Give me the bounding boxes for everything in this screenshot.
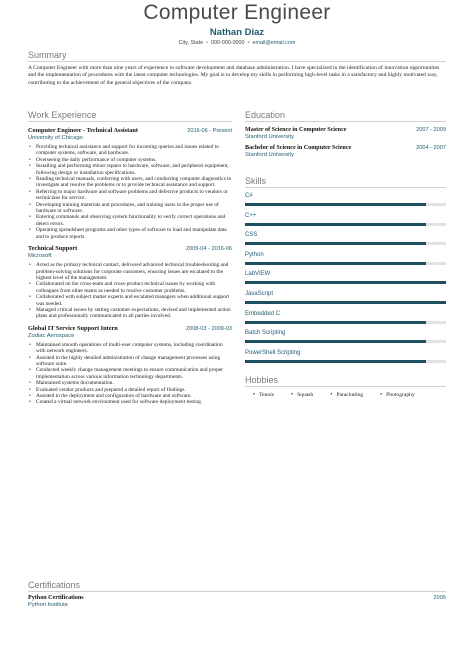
bullet-text: Entering commands and observing system functionality to verify correct operations and detect errors.: [36, 214, 226, 227]
right-column: [245, 110, 446, 398]
skill-bar-track: [245, 340, 446, 343]
bullet-text: Assisted in the highly detailed administration of change management processes using software suite.: [36, 354, 221, 367]
skill-bar-track: [245, 203, 446, 206]
job-header: [28, 325, 232, 332]
skills-heading: Skills: [245, 176, 446, 188]
resume-header: [0, 0, 474, 46]
job-bullet: [28, 214, 232, 227]
job-date: 2016-06 - Present: [187, 128, 232, 134]
job-bullet: [28, 262, 232, 281]
skill-name: PowerShell Scripting: [245, 349, 301, 356]
bullet-icon: •: [29, 294, 31, 301]
job-entry: [28, 245, 232, 320]
education-header: [245, 127, 446, 133]
job-list: [28, 127, 232, 406]
hobby-item: [330, 392, 363, 398]
degree-title: Bachelor of Science in Computer Science: [245, 145, 352, 151]
separator: •: [247, 40, 250, 46]
email-link[interactable]: email@email.com: [252, 40, 296, 46]
hobby-label: Parachuting: [336, 392, 364, 399]
job-bullet-list: [28, 144, 232, 240]
education-date: 2004 - 2007: [416, 145, 446, 151]
work-experience-heading: Work Experience: [28, 110, 232, 122]
job-entry: [28, 325, 232, 406]
skill-bar-fill: [245, 340, 426, 343]
hobby-item: [253, 392, 274, 398]
bullet-text: Installing and performing minor repairs to hardware, software, and peripheral equipment, following design or installation specifications.: [36, 163, 229, 176]
education-entry: [245, 145, 446, 158]
skill-item: [245, 290, 446, 306]
location-text: City, State: [178, 40, 204, 46]
skill-bar-track: [245, 242, 446, 245]
job-bullet: [28, 281, 232, 294]
skill-list: [245, 192, 446, 364]
hobby-label: Tennis: [259, 392, 274, 399]
bullet-icon: •: [29, 262, 31, 269]
skill-item: [245, 212, 446, 228]
skill-bar-fill: [245, 223, 426, 226]
skill-name: JavaScript: [245, 290, 274, 297]
job-date: 2008-03 - 2009-03: [185, 325, 232, 332]
skill-bar-track: [245, 223, 446, 226]
job-header: [28, 127, 232, 134]
bullet-text: Providing technical assistance and support for incoming queries and issues related to computer systems, software, and hardware.: [36, 144, 219, 157]
bullet-icon: •: [29, 156, 31, 163]
skill-item: [245, 329, 446, 345]
bullet-icon: •: [29, 227, 31, 234]
bullet-icon: •: [29, 380, 31, 387]
certification-issuer: Python Institute: [28, 602, 68, 608]
phone-text: 000-000-0000: [210, 40, 245, 46]
certification-title: Python Certifications: [28, 595, 84, 601]
work-experience-section: [28, 110, 232, 406]
bullet-text: Acted as the primary technical contact, delivered advanced technical troubleshooting and problem-solving solutions for corporate customers, ensuring issues are escalated to the highest level of the management.: [36, 262, 229, 281]
summary-heading: Summary: [28, 50, 446, 62]
skill-name: C++: [245, 212, 257, 219]
bullet-icon: •: [29, 201, 31, 208]
skill-bar-track: [245, 321, 446, 324]
bullet-icon: •: [380, 392, 383, 399]
certifications-section: [28, 580, 446, 608]
bullet-icon: •: [29, 144, 31, 150]
skill-item: [245, 270, 446, 286]
education-list: [245, 127, 446, 158]
skill-bar-track: [245, 262, 446, 265]
hobby-label: Squash: [297, 392, 314, 399]
education-date: 2007 - 2009: [416, 127, 446, 133]
skill-bar-track: [245, 360, 446, 363]
job-bullet: [28, 342, 232, 355]
job-title: Global IT Service Support Intern: [28, 324, 118, 332]
summary-text: A Computer Engineer with more than nine years of experience in software development and database administration. I have specialized in the identification of innovation opportunities and the implementation of procedures with the latest computer technologies. My goal is to develop my skills in performing high-level tasks in a satisfactory and highly motivated way, contributing to the achievement of the general objectives of the company.: [28, 65, 440, 86]
education-heading: Education: [245, 110, 446, 122]
job-entry: [28, 127, 232, 240]
job-bullet: [28, 202, 232, 215]
skill-bar-fill: [245, 242, 426, 245]
person-name: Nathan Diaz: [209, 27, 265, 38]
skill-name: C#: [245, 193, 253, 199]
job-bullet: [28, 163, 232, 176]
bullet-text: Collaborated with subject matter experts and escalated managers when additional support was needed.: [36, 294, 230, 307]
bullet-icon: •: [29, 176, 31, 183]
bullet-text: Reading technical manuals, conferring with users, and conducting computer diagnostics to investigate and resolve the problems or to provide technical assistance and support.: [36, 176, 232, 189]
skills-section: [245, 176, 446, 364]
skill-item: [245, 310, 446, 326]
bullet-icon: •: [29, 399, 31, 406]
job-bullet: [28, 367, 232, 380]
bullet-icon: •: [29, 188, 31, 195]
certification-header: [28, 595, 446, 601]
bullet-icon: •: [290, 392, 294, 399]
job-bullet: [28, 227, 232, 240]
hobbies-section: [245, 375, 446, 398]
skill-bar-fill: [245, 203, 426, 206]
certification-date: 2005: [433, 595, 446, 601]
bullet-icon: •: [29, 163, 31, 170]
education-entry: [245, 127, 446, 140]
skill-item: [245, 251, 446, 267]
job-bullet: [28, 307, 232, 320]
hobbies-heading: Hobbies: [245, 375, 446, 387]
bullet-icon: •: [253, 392, 256, 399]
bullet-icon: •: [29, 281, 31, 288]
job-date: 2009-04 - 2016-06: [185, 246, 232, 253]
bullet-text: Evaluated vendor products and prepared a detailed report of findings.: [36, 386, 186, 393]
bullet-icon: •: [29, 214, 31, 221]
bullet-icon: •: [29, 386, 31, 393]
certification-list: [28, 595, 446, 608]
job-organization: Zodiac Aerospace: [28, 332, 75, 339]
skill-bar-fill: [245, 301, 446, 304]
contact-line: [0, 40, 474, 46]
job-title: Computer Engineer - Technical Assistant: [28, 127, 138, 134]
skill-bar-track: [245, 281, 446, 284]
bullet-icon: •: [29, 367, 31, 374]
job-bullet: [28, 294, 232, 307]
separator: •: [206, 40, 208, 46]
bullet-text: Managed critical issues by setting customer expectations, devised and implemented action plans and professionally communicated to all parties involved.: [36, 306, 231, 320]
skill-name: Embedded C: [245, 310, 281, 317]
bullet-text: Developing training materials and procedures, and training users in the proper use of hardware or software.: [36, 201, 219, 215]
job-title: Technical Support: [28, 245, 78, 253]
job-bullet: [28, 399, 232, 405]
bullet-icon: •: [330, 392, 333, 399]
skill-bar-fill: [245, 262, 426, 265]
job-title-heading: Computer Engineer: [143, 1, 331, 24]
skill-item: [245, 231, 446, 247]
certifications-heading: Certifications: [28, 580, 446, 592]
skill-item: [245, 192, 446, 208]
skill-name: Python: [245, 251, 264, 258]
bullet-text: Created a virtual network environment used for software deployment testing.: [36, 399, 203, 406]
job-organization: University of Chicago: [28, 135, 83, 141]
hobby-item: [291, 392, 313, 398]
hobby-label: Photography: [386, 392, 415, 399]
bullet-icon: •: [29, 341, 31, 348]
skill-name: CSS: [245, 232, 258, 239]
job-bullet-list: [28, 342, 232, 406]
bullet-text: Assisted in the deployment and configuration of hardware and software.: [36, 393, 192, 399]
summary-section: [28, 50, 446, 87]
job-bullet: [28, 176, 232, 189]
school-name: Stanford University: [245, 134, 294, 140]
skill-bar-fill: [245, 360, 426, 363]
education-header: [245, 145, 446, 151]
job-bullet: [28, 189, 232, 202]
job-organization: Microsoft: [28, 253, 52, 260]
skill-name: Batch Scripting: [245, 330, 286, 337]
job-header: [28, 245, 232, 252]
bullet-text: Operating spreadsheet programs and other types of software to load and manipulate data and to produce reports.: [36, 227, 227, 240]
school-name: Stanford University: [245, 152, 294, 158]
bullet-icon: •: [29, 393, 31, 399]
degree-title: Master of Science in Computer Science: [245, 127, 347, 133]
bullet-text: Referring to major hardware and software problems and defective products to vendors or technicians for service.: [36, 188, 228, 202]
bullet-text: Maintained systems documentation.: [36, 380, 114, 387]
bullet-text: Conducted weekly change management meetings to ensure communication and proper implementation across various information technology departments.: [36, 367, 223, 380]
job-bullet: [28, 144, 232, 157]
bullet-text: Overseeing the daily performance of computer systems.: [36, 156, 157, 163]
skill-bar-fill: [245, 281, 446, 284]
hobby-item: [380, 392, 415, 398]
bullet-icon: •: [29, 306, 31, 313]
skill-item: [245, 349, 446, 365]
job-bullet-list: [28, 262, 232, 320]
skill-bar-fill: [245, 321, 426, 324]
bullet-text: Collaborated on the cross-team and cross-product technical issues by working with colleagues from other teams as needed to resolve customer problems.: [36, 281, 216, 294]
skill-name: LabVIEW: [245, 271, 271, 278]
bullet-icon: •: [29, 354, 31, 361]
job-bullet: [28, 355, 232, 368]
skill-bar-track: [245, 301, 446, 304]
bullet-text: Maintained smooth operations of multi-user computer systems, including coordination with network engineers.: [36, 341, 223, 355]
hobby-list: [245, 392, 446, 398]
